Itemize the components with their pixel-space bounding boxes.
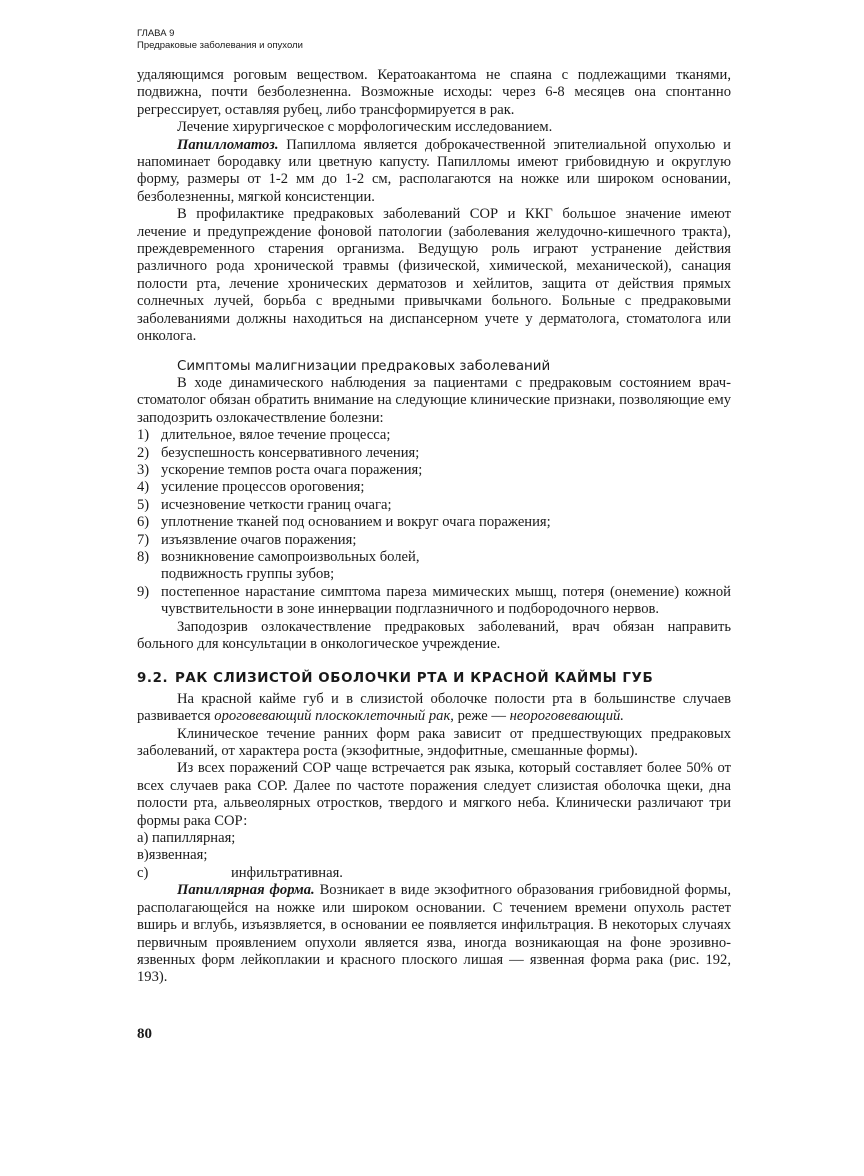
list-item xyxy=(137,532,731,549)
chapter-title: Предраковые заболевания и опухоли xyxy=(137,40,303,51)
text-run: На красной кайме губ и в слизистой оболочке полости рта в большинстве случаев развивается xyxy=(137,690,731,725)
list-text: длительное, вялое течение процесса; xyxy=(161,427,391,444)
list-letter: а) xyxy=(137,830,149,847)
list-number: 4) xyxy=(137,479,150,496)
paragraph xyxy=(137,691,731,726)
list-text: уплотнение тканей под основанием и вокруг очага поражения; xyxy=(161,514,551,531)
list-item xyxy=(137,830,731,847)
paragraph-text: Возникает в виде экзофитного образования грибовидной формы, располагающейся на ножке или широком основании. С течением времени опухоль растет вширь и вглубь, изъязвляется, в основании ее появляется инфильтрация. В некоторых случаях первичным проявлением опухоли является язва, иногда возникающая на фоне эрозивно-язвенных форм лейкоплакии и красного плоского лишая — язвенная форма рака (рис. 192, 193). xyxy=(137,882,732,986)
list-letter: в) xyxy=(137,847,149,864)
list-item xyxy=(137,479,731,496)
section-number: 9.2. xyxy=(137,671,169,687)
list-item xyxy=(137,865,731,882)
paragraph-papillomatosis xyxy=(137,137,731,207)
section-heading xyxy=(137,670,731,687)
symptom-list xyxy=(137,427,731,618)
list-number: 8) xyxy=(137,548,150,565)
list-text: исчезновение четкости границ очага; xyxy=(161,496,392,513)
text-run: , реже — xyxy=(450,708,510,725)
list-item xyxy=(137,445,731,462)
subheading-symptoms: Симптомы малигнизации предраковых заболеваний xyxy=(177,358,551,374)
list-text: инфильтративная. xyxy=(231,864,343,881)
list-text: ускорение темпов роста очага поражения; xyxy=(161,461,423,478)
list-text: усиление процессов ороговения; xyxy=(161,479,365,496)
list-number: 7) xyxy=(137,531,150,548)
list-item xyxy=(137,462,731,479)
list-text: безуспешность консервативного лечения; xyxy=(161,444,420,461)
list-item xyxy=(137,584,731,619)
list-item xyxy=(137,427,731,444)
list-number: 9) xyxy=(137,583,150,600)
list-number: 2) xyxy=(137,444,150,461)
chapter-number: ГЛАВА 9 xyxy=(137,28,175,39)
list-text: язвенная; xyxy=(148,847,208,864)
paragraph: Заподозрив озлокачествление предраковых заболеваний, врач обязан направить больного для консультации в онкологическое учреждение. xyxy=(137,618,731,652)
page-number: 80 xyxy=(137,1026,152,1042)
list-item xyxy=(137,549,731,584)
list-item xyxy=(137,514,731,531)
term-papillary-form: Папиллярная форма. xyxy=(177,882,315,899)
page-body xyxy=(137,67,731,987)
term-papillomatosis: Папилломатоз. xyxy=(177,136,279,153)
paragraph-text: Папиллома является доброкачественной эпителиальной опухолью и напоминает бородавку или цветную капусту. Папилломы имеют грибовидную и округлую форму, размеры от 1-2 мм до 1-2 см, располагаются на ножке или широком основании, безболезненны, мягкой консистенции. xyxy=(137,136,731,205)
list-text: постепенное нарастание симптома пареза мимических мышц, потеря (онемение) кожной чувствительности в зоне иннервации подглазничного и подбородочного нервов. xyxy=(161,583,731,618)
list-number: 5) xyxy=(137,496,150,513)
emphasis: неороговевающий. xyxy=(509,708,624,725)
list-number: 1) xyxy=(137,427,150,444)
list-text: изъязвление очагов поражения; xyxy=(161,531,357,548)
paragraph: Лечение хирургическое с морфологическим исследованием. xyxy=(177,119,553,136)
paragraph-papillary xyxy=(137,882,731,986)
form-list xyxy=(137,830,731,882)
list-text-continuation: подвижность группы зубов; xyxy=(161,566,335,583)
emphasis: ороговевающий плоскоклеточный рак xyxy=(214,708,451,725)
list-letter: с) xyxy=(137,864,149,881)
paragraph-prevention: В профилактике предраковых заболеваний СОР и ККГ большое значение имеют лечение и предупреждение фоновой патологии (заболевания желудочно-кишечного тракта), преждевременного старения организма. Ведущую роль играют устранение действия различного рода хронической травмы (физической, химической, механической), санация полости рта, лечение хронических дерматозов и хейлитов, защита от действия прямых солнечных лучей, борьба с вредными привычками больного. Больные с предраковыми заболеваниями должны находиться на диспансерном учете у дерматолога, стоматолога или онколога. xyxy=(137,206,731,345)
list-text: папиллярная; xyxy=(152,830,236,847)
list-number: 6) xyxy=(137,514,150,531)
section-title: РАК СЛИЗИСТОЙ ОБОЛОЧКИ РТА И КРАСНОЙ КАЙМЫ ГУБ xyxy=(175,671,654,687)
paragraph: удаляющимся роговым веществом. Кератоакантома не спаяна с подлежащими тканями, подвижна, почти безболезненна. Возможные исходы: через 6-8 месяцев она спонтанно регрессирует, оставляя рубец, либо трансформируется в рак. xyxy=(137,67,731,118)
paragraph: Клиническое течение ранних форм рака зависит от предшествующих предраковых заболеваний, от характера роста (экзофитные, эндофитные, смешанные формы). xyxy=(137,725,731,760)
list-item xyxy=(137,497,731,514)
list-text: возникновение самопроизвольных болей, xyxy=(161,548,420,565)
paragraph: В ходе динамического наблюдения за пациентами с предраковым состоянием врач-стоматолог обязан обратить внимание на следующие клинические признаки, позволяющие ему заподозрить озлокачествление болезни: xyxy=(137,374,731,426)
paragraph: Из всех поражений СОР чаще встречается рак языка, который составляет более 50% от всех случаев рака СОР. Далее по частоте поражения следует слизистая оболочка щеки, дна полости рта, альвеолярных отростков, твердого и мягкого неба. Клинически различают три формы рака СОР: xyxy=(137,760,731,829)
running-head xyxy=(137,28,303,52)
list-item xyxy=(137,847,731,864)
list-number: 3) xyxy=(137,461,150,478)
